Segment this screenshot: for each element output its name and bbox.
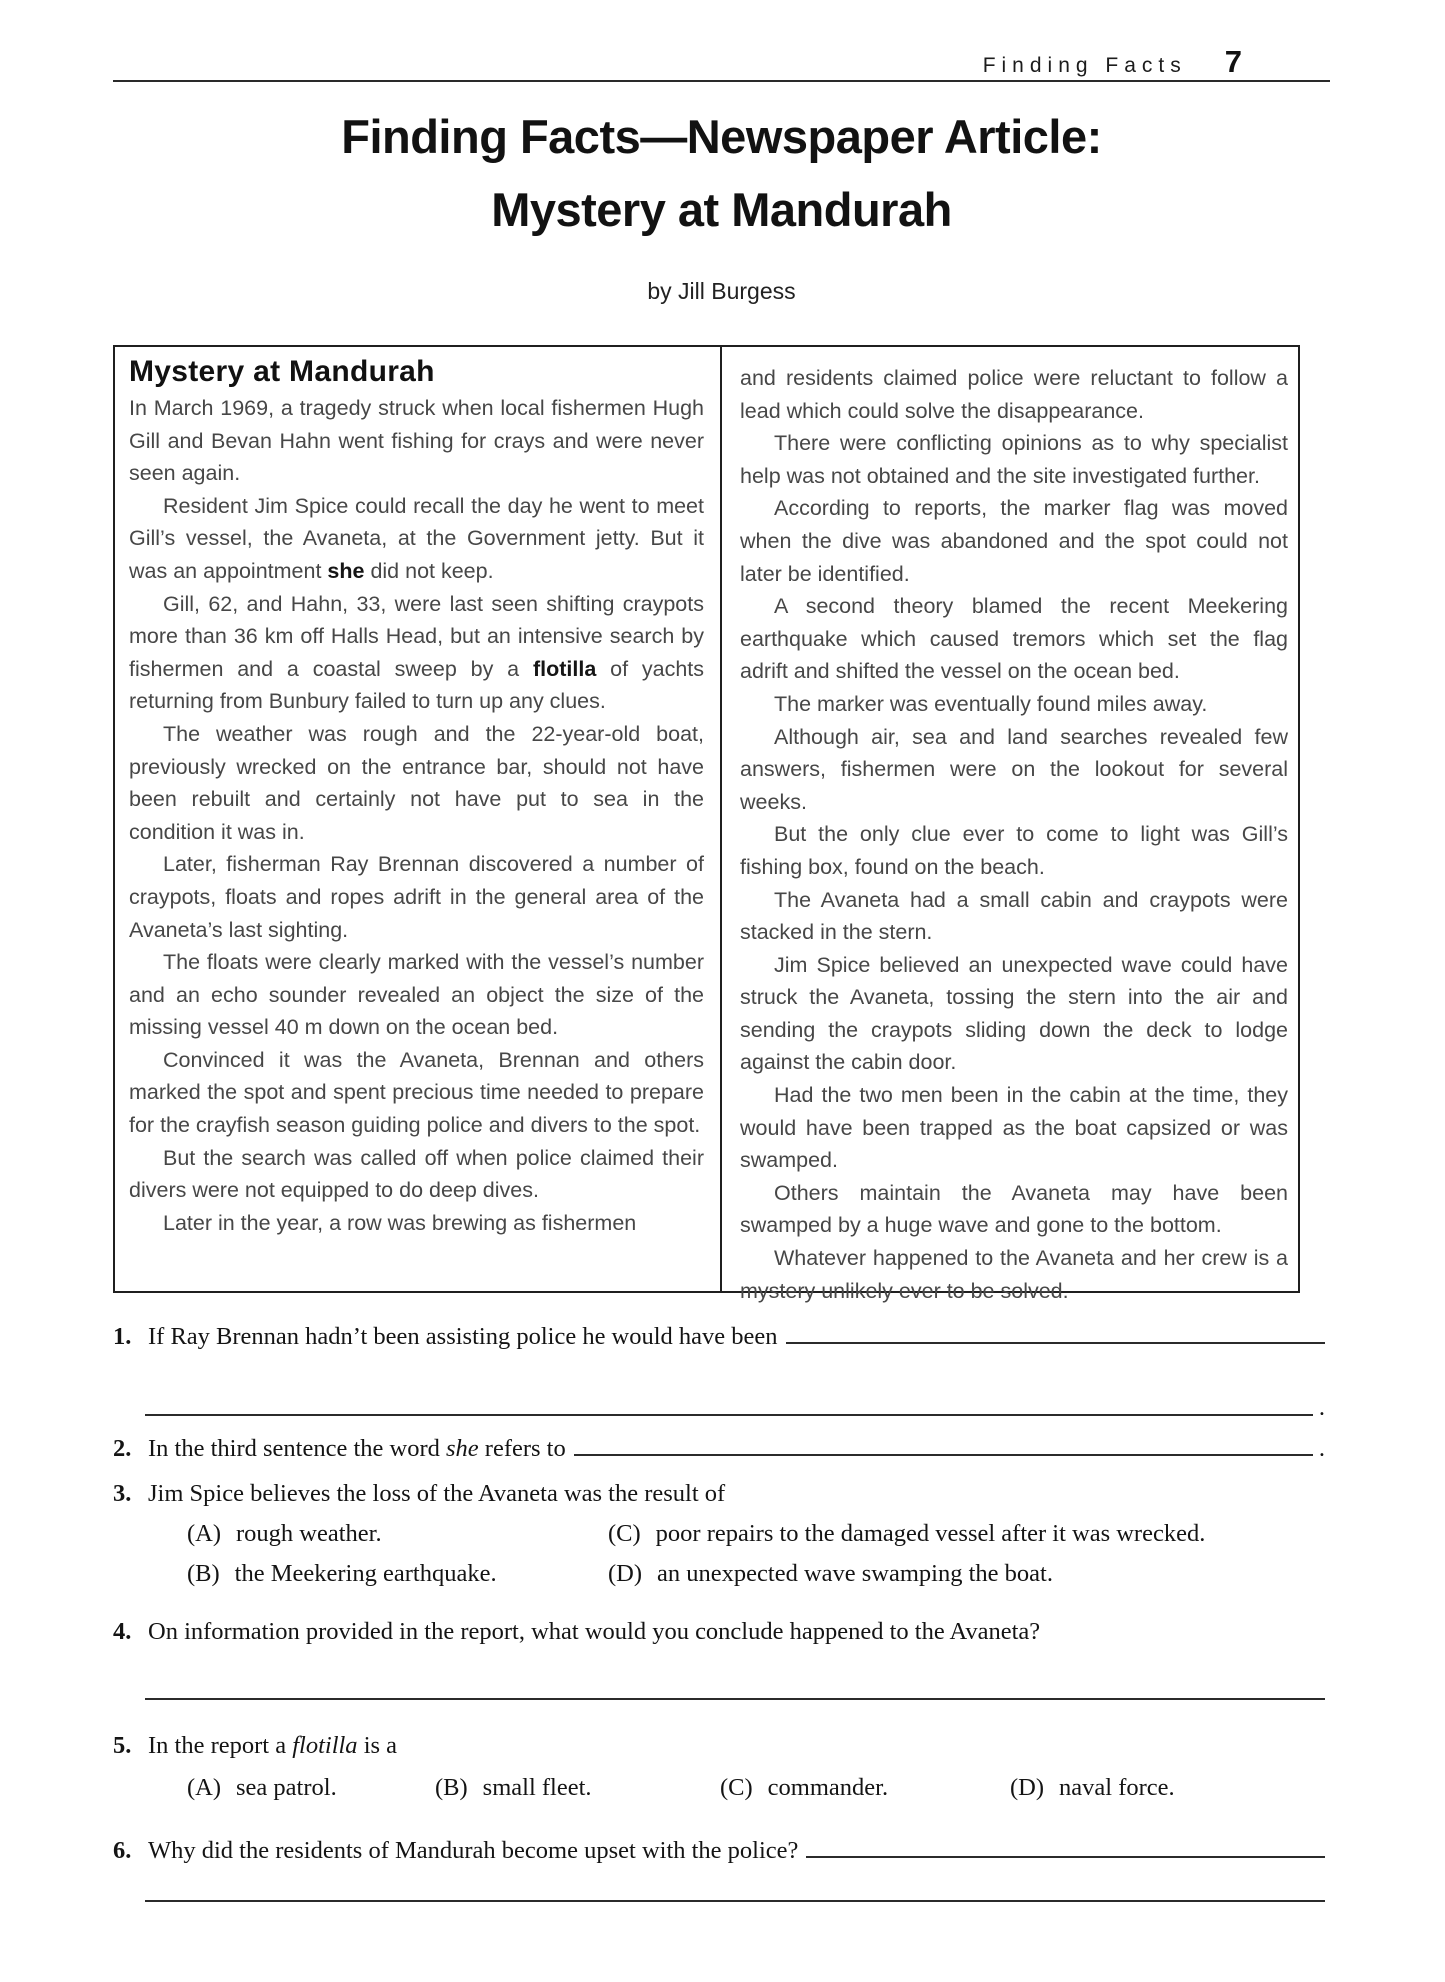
article-paragraph: and residents claimed police were reluctant to follow a lead which could solve the disappearance. xyxy=(740,366,1288,423)
article-paragraph: Resident Jim Spice could recall the day he went to meet Gill’s vessel, the Avaneta, at the Government jetty. But it was an appointment she did not keep. xyxy=(129,493,704,583)
question-4-answer-line[interactable] xyxy=(145,1670,1325,1700)
question-2-answer-blank[interactable] xyxy=(574,1428,1313,1456)
article-left-paragraphs xyxy=(129,392,704,1239)
article-paragraph: There were conflicting opinions as to why specialist help was not obtained and the site investigated further. xyxy=(740,431,1288,488)
question-4-text: On information provided in the report, what would you conclude happened to the Avaneta? xyxy=(148,1618,1041,1645)
question-1-text: If Ray Brennan hadn’t been assisting police he would have been xyxy=(148,1322,778,1350)
article-paragraph: A second theory blamed the recent Meekering earthquake which caused tremors which set the flag adrift and shifted the vessel on the ocean bed. xyxy=(740,594,1288,684)
bold-word: she xyxy=(327,558,365,583)
option-d[interactable] xyxy=(1010,1774,1175,1802)
option-b-text: small fleet. xyxy=(482,1774,592,1801)
option-a-text: sea patrol. xyxy=(236,1774,337,1801)
question-5 xyxy=(113,1732,1325,1760)
question-2-text: In the third sentence the word she refers to xyxy=(148,1434,566,1462)
question-3-number: 3. xyxy=(113,1480,132,1507)
option-a-label: (A) xyxy=(187,1774,222,1801)
answer-rule[interactable] xyxy=(145,1698,1325,1700)
question-6-body xyxy=(148,1830,1325,1865)
article-column-right xyxy=(722,347,1298,1303)
answer-rule[interactable] xyxy=(145,1900,1325,1902)
option-d[interactable] xyxy=(608,1560,1053,1588)
question-6-answer-line[interactable] xyxy=(145,1872,1325,1902)
bold-word: flotilla xyxy=(532,656,597,681)
option-c-text: commander. xyxy=(767,1774,889,1801)
question-2-number: 2. xyxy=(113,1434,132,1462)
page-number: 7 xyxy=(1224,44,1242,79)
question-4-body xyxy=(148,1618,1325,1646)
option-b-text: the Meekering earthquake. xyxy=(234,1560,497,1587)
answer-rule[interactable] xyxy=(145,1414,1313,1416)
page-title-line1: Finding Facts—Newspaper Article: xyxy=(341,110,1102,163)
section-label: Finding Facts xyxy=(982,54,1187,77)
article-paragraph: The marker was eventually found miles away. xyxy=(774,691,1208,716)
question-5-options xyxy=(113,1774,1325,1814)
option-a-text: rough weather. xyxy=(236,1520,382,1547)
byline: by Jill Burgess xyxy=(647,278,796,304)
article-paragraph: Whatever happened to the Avaneta and her crew is a mystery unlikely ever to be solved. xyxy=(740,1246,1288,1303)
page-title xyxy=(113,100,1330,246)
question-2-body xyxy=(148,1428,1325,1463)
question-6-text: Why did the residents of Mandurah become upset with the police? xyxy=(148,1836,799,1864)
question-6 xyxy=(113,1830,1325,1865)
option-d-label: (D) xyxy=(608,1560,643,1587)
page-title-line2: Mystery at Mandurah xyxy=(491,183,952,236)
option-b-label: (B) xyxy=(435,1774,468,1801)
option-c-label: (C) xyxy=(720,1774,753,1801)
article-paragraph: Jim Spice believed an unexpected wave could have struck the Avaneta, tossing the stern into the air and sending the craypots sliding down the deck to lodge against the cabin door. xyxy=(740,952,1288,1075)
option-c[interactable] xyxy=(720,1774,888,1802)
article-paragraph: The floats were clearly marked with the vessel’s number and an echo sounder revealed an object the size of the missing vessel 40 m down on the ocean bed. xyxy=(129,950,704,1040)
question-5-number: 5. xyxy=(113,1732,132,1759)
option-c[interactable] xyxy=(608,1520,1205,1548)
question-1 xyxy=(113,1316,1325,1351)
article-heading: Mystery at Mandurah xyxy=(129,355,435,388)
article-box xyxy=(113,345,1300,1303)
option-d-text: an unexpected wave swamping the boat. xyxy=(657,1560,1053,1587)
article-paragraph: Others maintain the Avaneta may have been swamped by a huge wave and gone to the bottom. xyxy=(740,1180,1288,1238)
article-paragraph: Later, fisherman Ray Brennan discovered a number of craypots, floats and ropes adrift in the general area of the Avaneta’s last sighting. xyxy=(129,852,704,942)
article-paragraph: Had the two men been in the cabin at the time, they would have been trapped as the boat capsized or was swamped. xyxy=(740,1083,1288,1173)
option-a[interactable] xyxy=(187,1520,382,1548)
option-d-label: (D) xyxy=(1010,1774,1045,1801)
option-b[interactable] xyxy=(187,1560,497,1588)
article-paragraph: Convinced it was the Avaneta, Brennan and others marked the spot and spent precious time needed to prepare for the crayfish season guiding police and divers to the spot. xyxy=(129,1047,704,1138)
question-5-body xyxy=(148,1732,1325,1760)
article-column-left xyxy=(115,347,722,1291)
question-5-text: In the report a flotilla is a xyxy=(148,1732,398,1759)
article-right-paragraphs xyxy=(740,362,1288,1307)
option-b-label: (B) xyxy=(187,1560,220,1587)
article-paragraph: The weather was rough and the 22-year-old boat, previously wrecked on the entrance bar, should not have been rebuilt and certainly not have put to sea in the condition it was in. xyxy=(129,721,704,844)
option-a-label: (A) xyxy=(187,1520,222,1547)
option-c-label: (C) xyxy=(608,1520,641,1547)
question-4 xyxy=(113,1618,1325,1646)
question-3 xyxy=(113,1480,1325,1508)
italic-word: flotilla xyxy=(292,1732,358,1759)
question-6-answer-blank[interactable] xyxy=(806,1830,1325,1858)
option-b[interactable] xyxy=(435,1774,592,1802)
article-paragraph: Although air, sea and land searches revealed few answers, fishermen were on the lookout for several weeks. xyxy=(740,724,1288,814)
option-a[interactable] xyxy=(187,1774,337,1802)
article-paragraph: But the only clue ever to come to light was Gill’s fishing box, found on the beach. xyxy=(740,822,1288,879)
page-header xyxy=(113,44,1330,80)
question-4-number: 4. xyxy=(113,1618,132,1645)
italic-word: she xyxy=(445,1434,479,1462)
question-1-answer-line[interactable] xyxy=(145,1386,1325,1422)
question-1-number: 1. xyxy=(113,1322,132,1350)
article-paragraph: In March 1969, a tragedy struck when local fishermen Hugh Gill and Bevan Hahn went fishing for crays and were never seen again. xyxy=(129,396,704,486)
line-end-period: . xyxy=(1318,1434,1325,1462)
article-paragraph: But the search was called off when police claimed their divers were not equipped to do deep dives. xyxy=(129,1145,704,1203)
question-6-number: 6. xyxy=(113,1836,132,1864)
article-paragraph: According to reports, the marker flag was moved when the dive was abandoned and the spot could not later be identified. xyxy=(740,496,1288,586)
article-paragraph: Gill, 62, and Hahn, 33, were last seen shifting craypots more than 36 km off Halls Head, but an intensive search by fishermen and a coastal sweep by a flotilla of yachts returning from Bunbury failed to turn up any clues. xyxy=(129,591,705,714)
question-1-body xyxy=(148,1316,1325,1351)
question-2 xyxy=(113,1428,1325,1463)
option-c-text: poor repairs to the damaged vessel after it was wrecked. xyxy=(655,1520,1206,1547)
header-rule xyxy=(113,80,1330,82)
line-end-period: . xyxy=(1318,1394,1325,1422)
question-3-body xyxy=(148,1480,1325,1508)
article-paragraph: The Avaneta had a small cabin and craypots were stacked in the stern. xyxy=(740,887,1288,945)
option-d-text: naval force. xyxy=(1059,1774,1175,1801)
question-1-answer-blank[interactable] xyxy=(786,1316,1325,1344)
article-paragraph: Later in the year, a row was brewing as fishermen xyxy=(163,1210,637,1235)
question-3-options xyxy=(113,1520,1325,1602)
question-3-text: Jim Spice believes the loss of the Avaneta was the result of xyxy=(148,1480,726,1507)
